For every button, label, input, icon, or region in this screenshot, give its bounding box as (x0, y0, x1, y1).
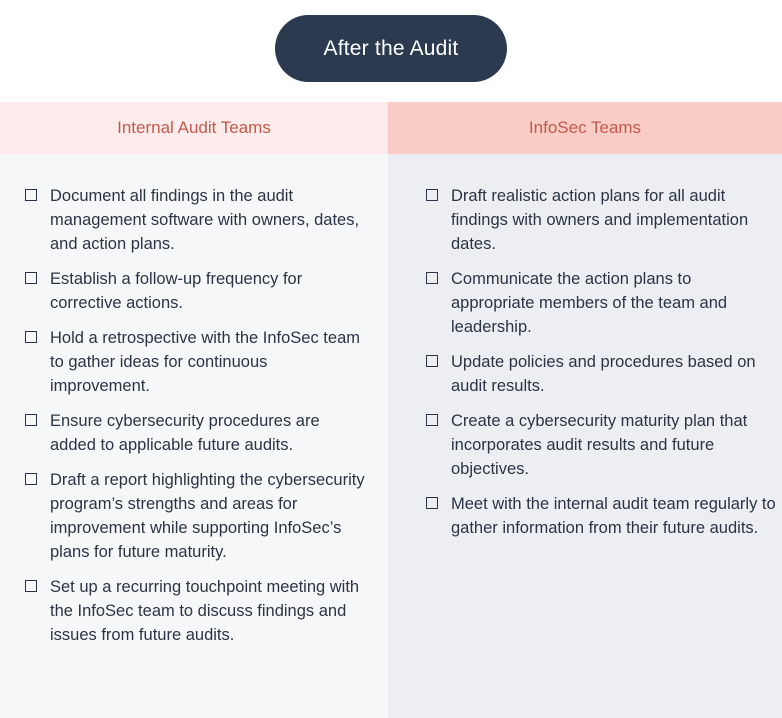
checklist-item (426, 492, 776, 540)
infosec-header: InfoSec Teams (388, 102, 782, 154)
checklist-item (25, 575, 365, 647)
checkbox-icon[interactable] (25, 331, 37, 343)
checkbox-icon[interactable] (25, 414, 37, 426)
page-title: After the Audit (275, 15, 507, 82)
checklist-item-text: Ensure cybersecurity procedures are added to applicable future audits. (50, 412, 320, 454)
internal-audit-column (0, 102, 388, 718)
checklist-item-text: Draft a report highlighting the cybersecurity program’s strengths and areas for improvement while supporting InfoSec’s plans for future maturity. (50, 471, 365, 561)
checklist-item (426, 409, 776, 481)
checkbox-icon[interactable] (25, 580, 37, 592)
internal-audit-header: Internal Audit Teams (0, 102, 388, 154)
checkbox-icon[interactable] (25, 272, 37, 284)
checklist-item-text: Create a cybersecurity maturity plan that incorporates audit results and future objectives. (451, 412, 748, 478)
checklist-item-text: Meet with the internal audit team regularly to gather information from their future audits. (451, 495, 776, 537)
checklist-item-text: Communicate the action plans to appropriate members of the team and leadership. (451, 270, 728, 336)
checklist-item (25, 409, 365, 457)
checklist-item-text: Hold a retrospective with the InfoSec team to gather ideas for continuous improvement. (50, 329, 360, 395)
checkbox-icon[interactable] (25, 189, 37, 201)
checkbox-icon[interactable] (25, 473, 37, 485)
checklist-item-text: Update policies and procedures based on audit results. (451, 353, 756, 395)
checklist-item-text: Establish a follow-up frequency for corrective actions. (50, 270, 303, 312)
checkbox-icon[interactable] (426, 189, 438, 201)
columns-container (0, 102, 782, 718)
checkbox-icon[interactable] (426, 414, 438, 426)
checklist-item-text: Document all findings in the audit management software with owners, dates, and action plans. (50, 187, 360, 253)
infosec-checklist (426, 184, 776, 551)
infosec-column (388, 102, 782, 718)
title-container (0, 15, 782, 82)
checklist-item-text: Set up a recurring touchpoint meeting with the InfoSec team to discuss findings and issues from future audits. (50, 578, 360, 644)
internal-audit-checklist (25, 184, 365, 658)
checklist-item (426, 267, 776, 339)
checklist-item (25, 184, 365, 256)
checklist-item (426, 184, 776, 256)
checklist-item (25, 468, 365, 564)
checkbox-icon[interactable] (426, 355, 438, 367)
checkbox-icon[interactable] (426, 272, 438, 284)
checklist-item (426, 350, 776, 398)
checkbox-icon[interactable] (426, 497, 438, 509)
checklist-item (25, 326, 365, 398)
checklist-item-text: Draft realistic action plans for all audit findings with owners and implementation dates. (451, 187, 749, 253)
checklist-item (25, 267, 365, 315)
